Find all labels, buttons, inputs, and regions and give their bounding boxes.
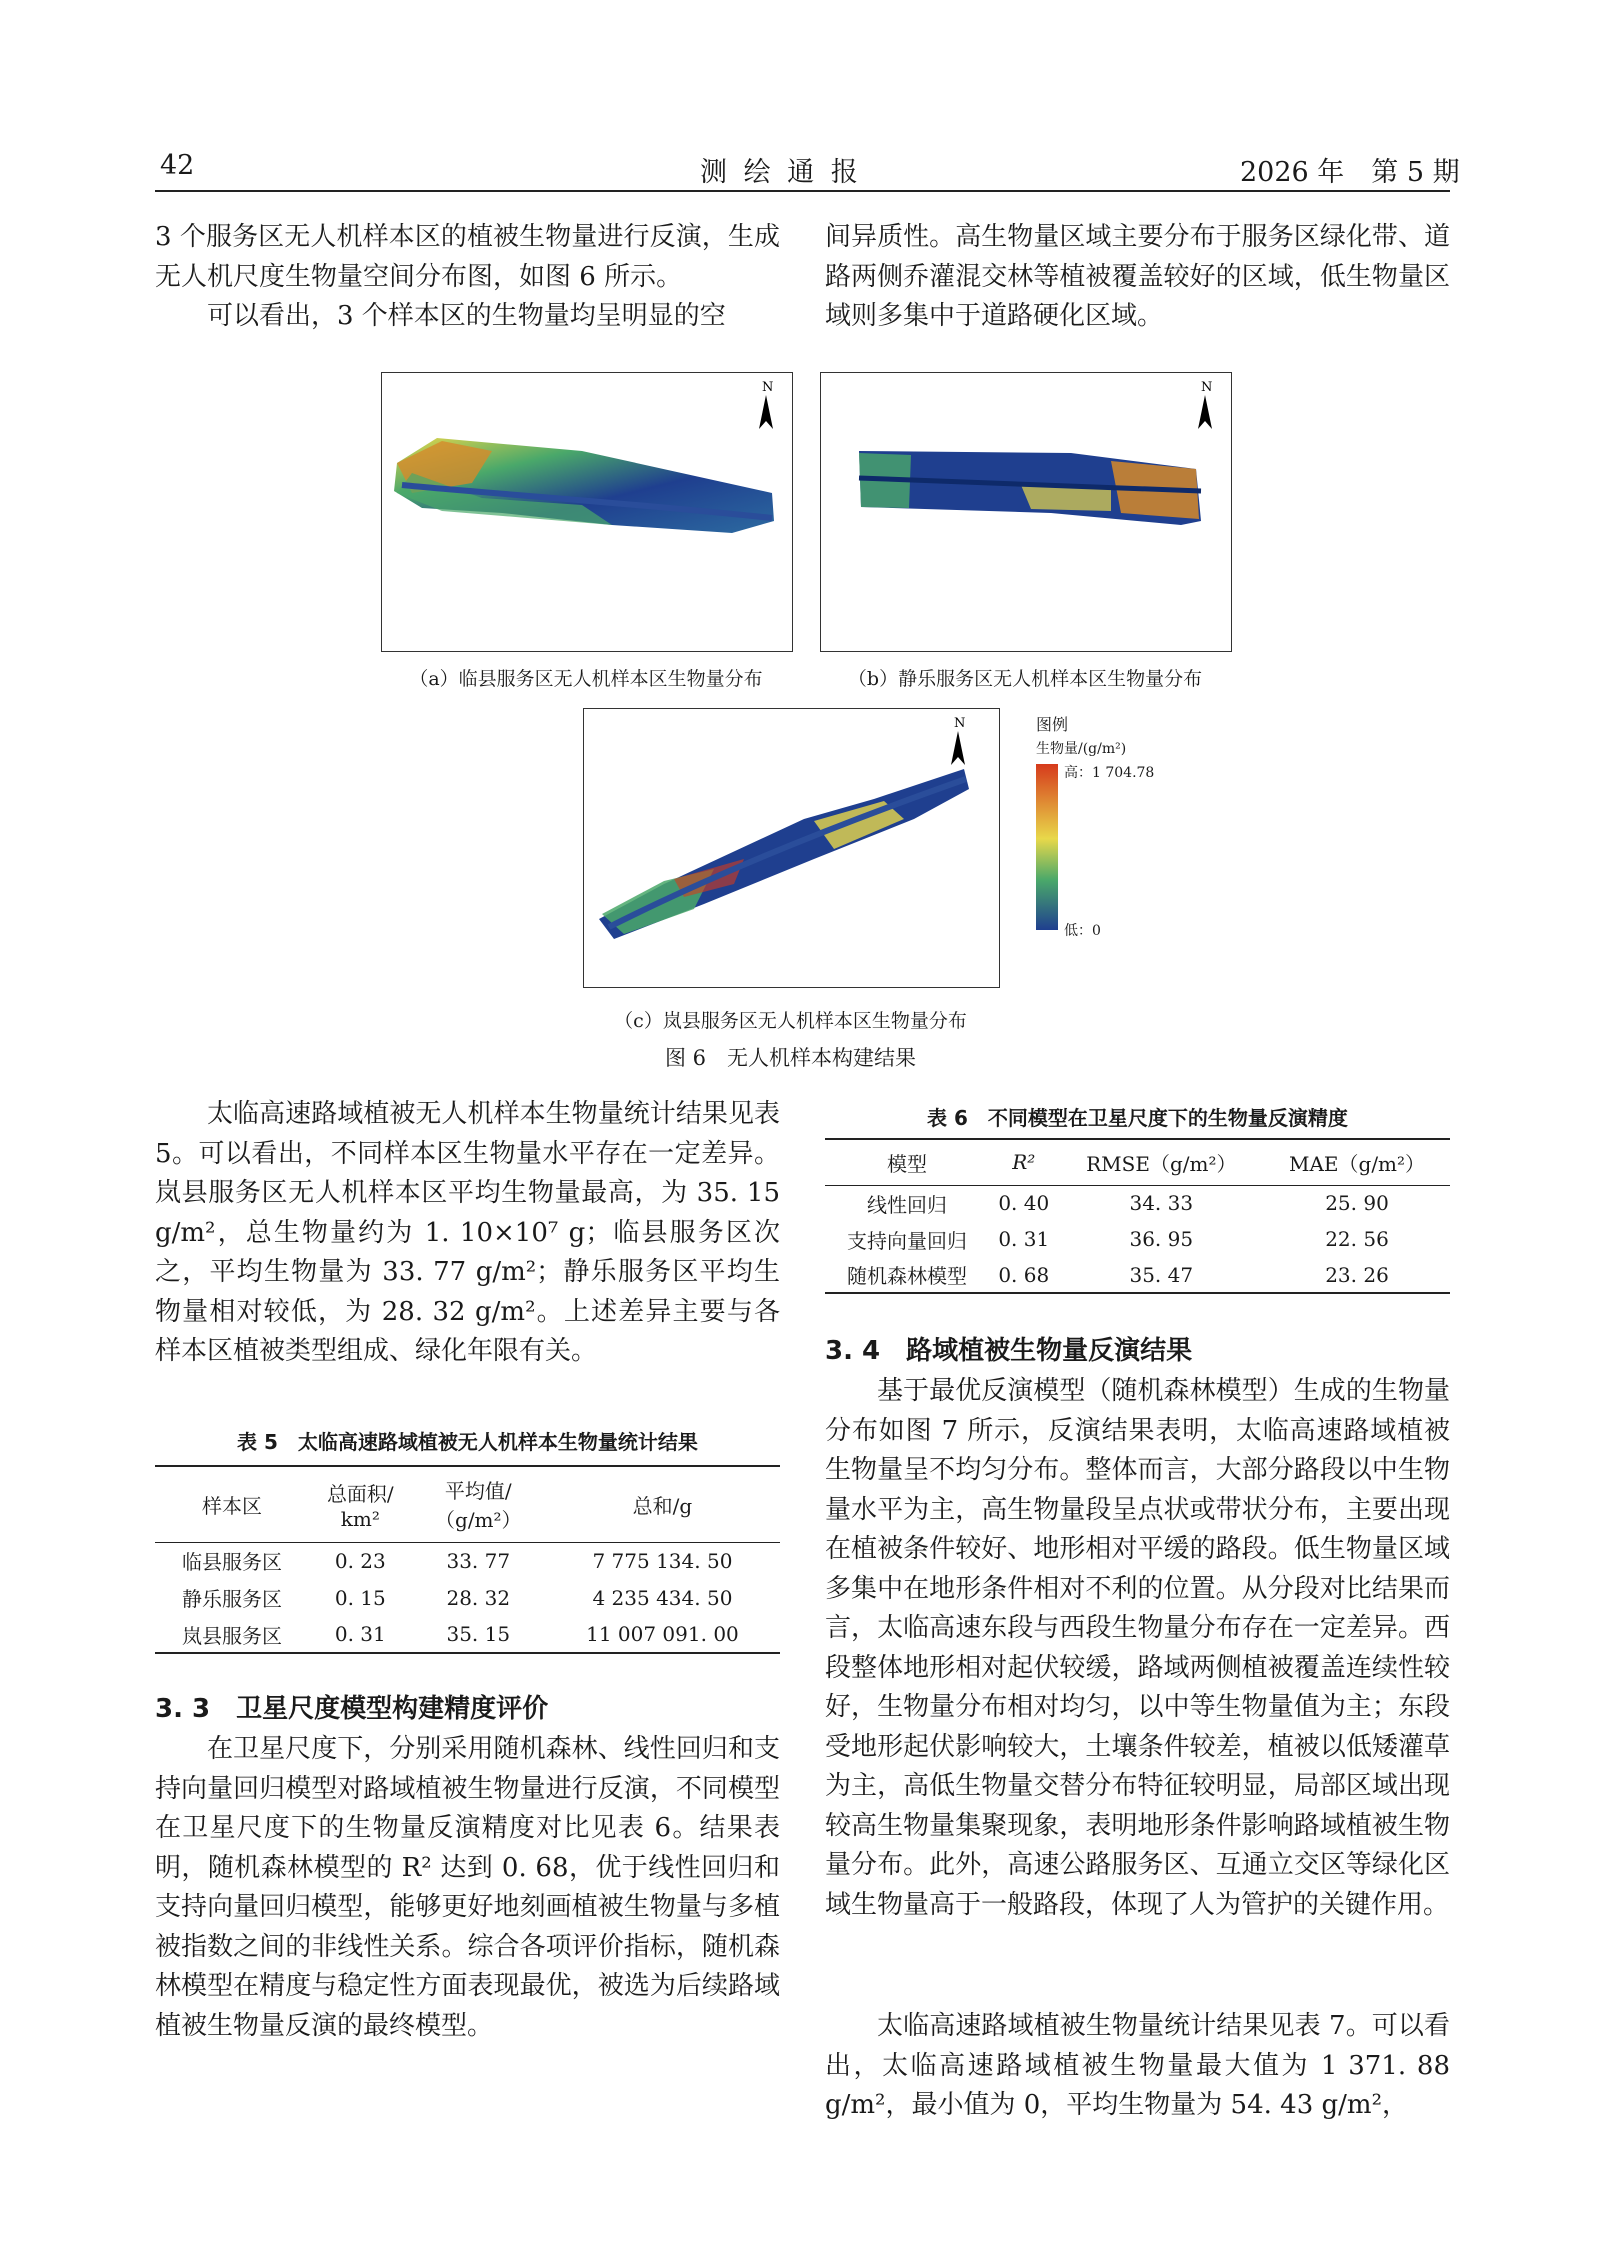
figure-6-caption: 图 6 无人机样本构建结果 bbox=[664, 1046, 917, 1070]
table5-header-c1: 样本区 bbox=[201, 1493, 262, 1518]
north-label-a: N bbox=[762, 380, 774, 395]
section-3-4-title: 路域植被生物量反演结果 bbox=[906, 1336, 1193, 1366]
table6-cell: 0. 31 bbox=[998, 1227, 1050, 1251]
table-row bbox=[825, 1257, 1450, 1293]
table6-header-cell: MAE（g/m²） bbox=[1289, 1151, 1426, 1176]
table5-header-c4: 总和/g bbox=[632, 1493, 693, 1518]
north-label-c: N bbox=[954, 716, 966, 731]
table5-intro-paragraph: 太临高速路域植被无人机样本生物量统计结果见表 5。可以看出，不同样本区生物量水平存在一定差异。岚县服务区无人机样本区平均生物量最高，为 35. 15 g/m²，总生物量约为 1. 10×10⁷ g；临县服务区次之，平均生物量为 33. 77 g/m²；静乐服务区平均生物量相对较低，为 28. 32 g/m²。上述差异主要与各样本区植被类型组成、绿化年限有关。 bbox=[155, 1099, 780, 1366]
figure-6a-map bbox=[381, 372, 793, 652]
table6-cell: 0. 68 bbox=[998, 1262, 1050, 1287]
table6-cell: 随机森林模型 bbox=[847, 1264, 967, 1288]
north-label-b: N bbox=[1201, 380, 1213, 395]
table6-header-cell: R² bbox=[1012, 1150, 1036, 1175]
table5-cell: 11 007 091. 00 bbox=[586, 1622, 739, 1646]
table6-cell: 25. 90 bbox=[1325, 1191, 1389, 1216]
page-number: 42 bbox=[160, 150, 195, 181]
table6-cell: 支持向量回归 bbox=[847, 1228, 967, 1253]
section-3-3-title: 卫星尺度模型构建精度评价 bbox=[236, 1694, 549, 1724]
table5-cell: 4 235 434. 50 bbox=[592, 1585, 733, 1610]
table6 bbox=[825, 1138, 1450, 1294]
legend-title: 图例 bbox=[1036, 715, 1069, 734]
table5-header-c2b: km² bbox=[340, 1506, 380, 1531]
section-3-3-number: 3. 3 bbox=[155, 1694, 211, 1724]
legend-unit: 生物量/(g/m²) bbox=[1036, 741, 1127, 757]
table5-cell: 0. 31 bbox=[334, 1622, 386, 1646]
table5-header-row bbox=[155, 1466, 780, 1542]
map-a-svg bbox=[382, 373, 792, 651]
header-rule bbox=[155, 190, 1450, 192]
table6-cell: 23. 26 bbox=[1325, 1262, 1389, 1287]
figure-6b-caption: （b）静乐服务区无人机样本区生物量分布 bbox=[847, 668, 1203, 690]
map-c-svg bbox=[584, 709, 999, 987]
table-row bbox=[155, 1579, 780, 1616]
table5 bbox=[155, 1465, 780, 1654]
north-arrow-icon bbox=[951, 731, 965, 765]
legend-colorbar bbox=[1036, 764, 1058, 930]
table5-cell: 0. 23 bbox=[334, 1548, 386, 1573]
legend-high-label: 高：1 704.78 bbox=[1064, 765, 1155, 781]
legend-low-label: 低：0 bbox=[1064, 923, 1101, 939]
table6-cell: 35. 47 bbox=[1129, 1262, 1194, 1287]
map-b-svg bbox=[821, 373, 1231, 651]
table6-cell: 22. 56 bbox=[1325, 1227, 1389, 1251]
table6-header-row bbox=[825, 1139, 1450, 1185]
figure-6c-caption: （c）岚县服务区无人机样本区生物量分布 bbox=[614, 1010, 967, 1032]
table5-header-c3 bbox=[412, 1466, 545, 1542]
table6-header-cell: RMSE（g/m²） bbox=[1086, 1151, 1237, 1176]
table5-caption: 表 5 太临高速路域植被无人机样本生物量统计结果 bbox=[237, 1430, 698, 1454]
top-left-paragraph-2: 可以看出，3 个样本区的生物量均呈明显的空 bbox=[207, 301, 726, 331]
section-3-3-heading bbox=[155, 1688, 548, 1725]
section-3-4-heading bbox=[825, 1330, 1192, 1367]
section-3-4-paragraph-2: 太临高速路域植被生物量统计结果见表 7。可以看出，太临高速路域植被生物量最大值为 1 371. 88 g/m²，最小值为 0，平均生物量为 54. 43 g/m²， bbox=[825, 2011, 1450, 2120]
section-3-4-number: 3. 4 bbox=[825, 1336, 881, 1366]
top-left-paragraph-1: 3 个服务区无人机样本区的植被生物量进行反演，生成无人机尺度生物量空间分布图，如图 6 所示。 bbox=[155, 222, 780, 292]
table6-cell: 线性回归 bbox=[867, 1192, 947, 1217]
table5-cell: 岚县服务区 bbox=[181, 1623, 282, 1648]
figure-6a-caption: （a）临县服务区无人机样本区生物量分布 bbox=[409, 668, 763, 690]
north-arrow-icon bbox=[1198, 395, 1212, 429]
table6-header-cell: 模型 bbox=[887, 1151, 927, 1176]
journal-name: 测 绘 通 报 bbox=[700, 157, 862, 188]
table5-header-c2 bbox=[309, 1466, 412, 1542]
table5-cell: 35. 15 bbox=[446, 1622, 511, 1646]
table5-header-c3b: （g/m²） bbox=[435, 1508, 522, 1533]
table5-header-c2a: 总面积/ bbox=[326, 1481, 394, 1506]
table-row bbox=[155, 1616, 780, 1653]
table5-cell: 28. 32 bbox=[446, 1585, 511, 1610]
north-arrow-icon bbox=[759, 395, 773, 429]
table5-cell: 静乐服务区 bbox=[181, 1587, 282, 1611]
table5-cell: 临县服务区 bbox=[181, 1550, 282, 1575]
section-3-4-paragraph-1: 基于最优反演模型（随机森林模型）生成的生物量分布如图 7 所示，反演结果表明，太临高速路域植被生物量呈不均匀分布。整体而言，大部分路段以中生物量水平为主，高生物量段呈点状或带状分布，主要出现在植被条件较好、地形相对平缓的路段。低生物量区域多集中在地形条件相对不利的位置。从分段对比结果而言，太临高速东段与西段生物量分布存在一定差异。西段整体地形相对起伏较缓，路域两侧植被覆盖连续性较好，生物量分布相对均匀，以中等生物量值为主；东段受地形起伏影响较大，土壤条件较差，植被以低矮灌草为主，高低生物量交替分布特征较明显，局部区域出现较高生物量集聚现象，表明地形条件影响路域植被生物量分布。此外，高速公路服务区、互通立交区等绿化区域生物量高于一般路段，体现了人为管护的关键作用。 bbox=[825, 1376, 1450, 1920]
figure-6c-map bbox=[583, 708, 1000, 988]
table5-cell: 7 775 134. 50 bbox=[592, 1548, 733, 1573]
issue-label: 2026 年 第 5 期 bbox=[1240, 157, 1460, 188]
table5-cell: 0. 15 bbox=[334, 1585, 386, 1610]
table6-cell: 0. 40 bbox=[998, 1191, 1050, 1216]
section-3-3-paragraph: 在卫星尺度下，分别采用随机森林、线性回归和支持向量回归模型对路域植被生物量进行反演，不同模型在卫星尺度下的生物量反演精度对比见表 6。结果表明，随机森林模型的 R² 达到 0. 68，优于线性回归和支持向量回归模型，能够更好地刻画植被生物量与多植被指数之间的非线性关系。综合各项评价指标，随机森林模型在精度与稳定性方面表现最优，被选为后续路域植被生物量反演的最终模型。 bbox=[155, 1734, 780, 2041]
table5-cell: 33. 77 bbox=[446, 1548, 511, 1573]
figure-6b-map bbox=[820, 372, 1232, 652]
table6-caption: 表 6 不同模型在卫星尺度下的生物量反演精度 bbox=[927, 1106, 1348, 1130]
table6-cell: 34. 33 bbox=[1129, 1191, 1194, 1216]
table-row bbox=[155, 1542, 780, 1579]
table-row bbox=[825, 1221, 1450, 1257]
table6-cell: 36. 95 bbox=[1129, 1227, 1194, 1251]
top-right-paragraph: 间异质性。高生物量区域主要分布于服务区绿化带、道路两侧乔灌混交林等植被覆盖较好的区域，低生物量区域则多集中于道路硬化区域。 bbox=[825, 222, 1450, 331]
table-row bbox=[825, 1185, 1450, 1221]
table5-header-c3a: 平均值/ bbox=[444, 1479, 512, 1504]
